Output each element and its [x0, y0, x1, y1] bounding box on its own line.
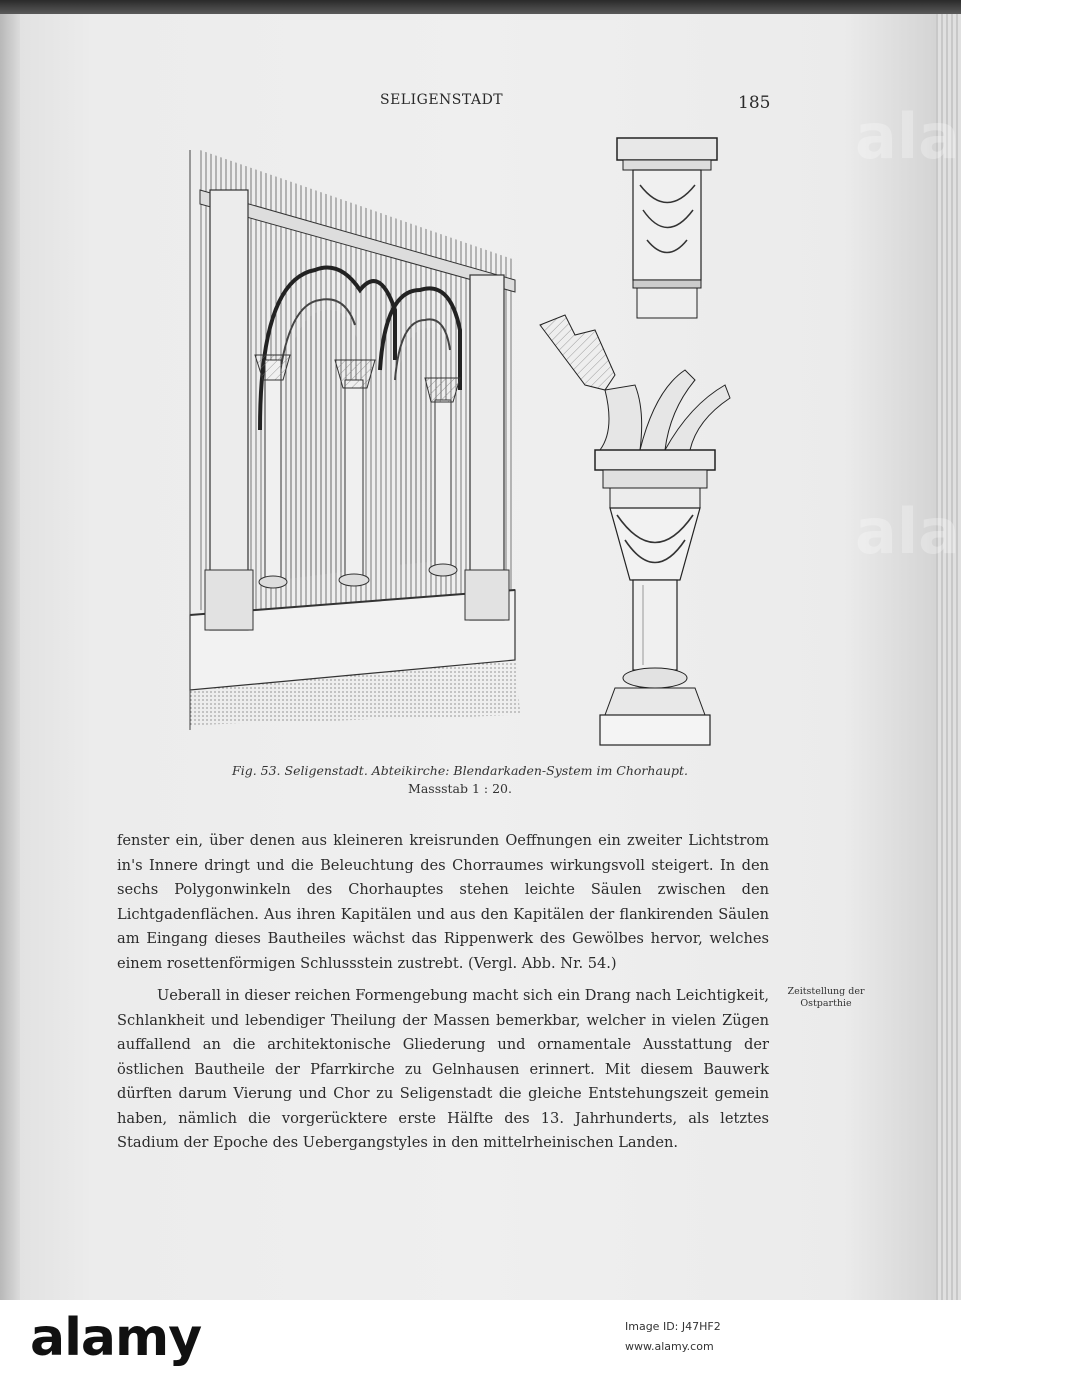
figure-scale: Massstab 1 : 20.: [408, 781, 512, 796]
body-paragraph-2: Ueberall in dieser reichen Formengebung macht sich ein Drang nach Leichtigkeit, Schlankheit und lebendiger Theilung der Massen bemerkbar, welcher in vielen Zügen auffallend an die architektonische Gliederung und ornamentale Ausstattung der östlichen Bautheile der Pfarrkirche zu Gelnhausen erinnert. Mit diesem Bauwerk dürften darum Vierung und Chor zu Seligenstadt die gleiche Entstehungszeit gemein haben, nämlich die vorgerücktere erste Hälfte des 13. Jahrhunderts, als letztes Stadium der Epoche des Uebergangstyles in den mittelrheinischen Landen.: [117, 987, 769, 1151]
body-paragraph-1: fenster ein, über denen aus kleineren kreisrunden Oeffnungen ein zweiter Lichtstrom in's Innere dringt und die Beleuchtung des Chorraumes wirkungsvoll steigert. In den sechs Polygonwinkeln des Chorhauptes stehen leichte Säulen zwischen den Lichtgadenflächen. Aus ihren Kapitälen und aus den Kapitälen der flankirenden Säulen am Eingang dieses Bautheiles wächst das Rippenwerk des Gewölbes hervor, welches einem rosettenförmigen Schlussstein zustrebt. (Vergl. Abb. Nr. 54.): [117, 832, 769, 972]
architectural-engraving: [185, 130, 745, 750]
scan-edge-top: [0, 0, 961, 14]
page-number: 185: [738, 93, 771, 113]
margin-note: [776, 986, 876, 1010]
page-stack-edge: [936, 14, 961, 1300]
watermark-overlay: alamy: [855, 495, 1065, 568]
scan-edge-left: [0, 14, 20, 1300]
blind-arcade-drawing: [190, 150, 520, 730]
watermark-overlay: alamy: [855, 100, 1065, 173]
image-id: Image ID: J47HF2: [625, 1320, 721, 1333]
column-detail-drawing: [540, 138, 730, 745]
alamy-logo: alamy: [30, 1308, 202, 1368]
stock-url: www.alamy.com: [625, 1340, 714, 1353]
margin-note-line-2: Ostparthie: [800, 998, 852, 1009]
running-title: SELIGENSTADT: [380, 92, 504, 108]
figure-caption: Fig. 53. Seligenstadt. Abteikirche: Blendarkaden-System im Chorhaupt.: [232, 763, 688, 778]
margin-note-line-1: Zeitstellung der: [787, 986, 865, 997]
